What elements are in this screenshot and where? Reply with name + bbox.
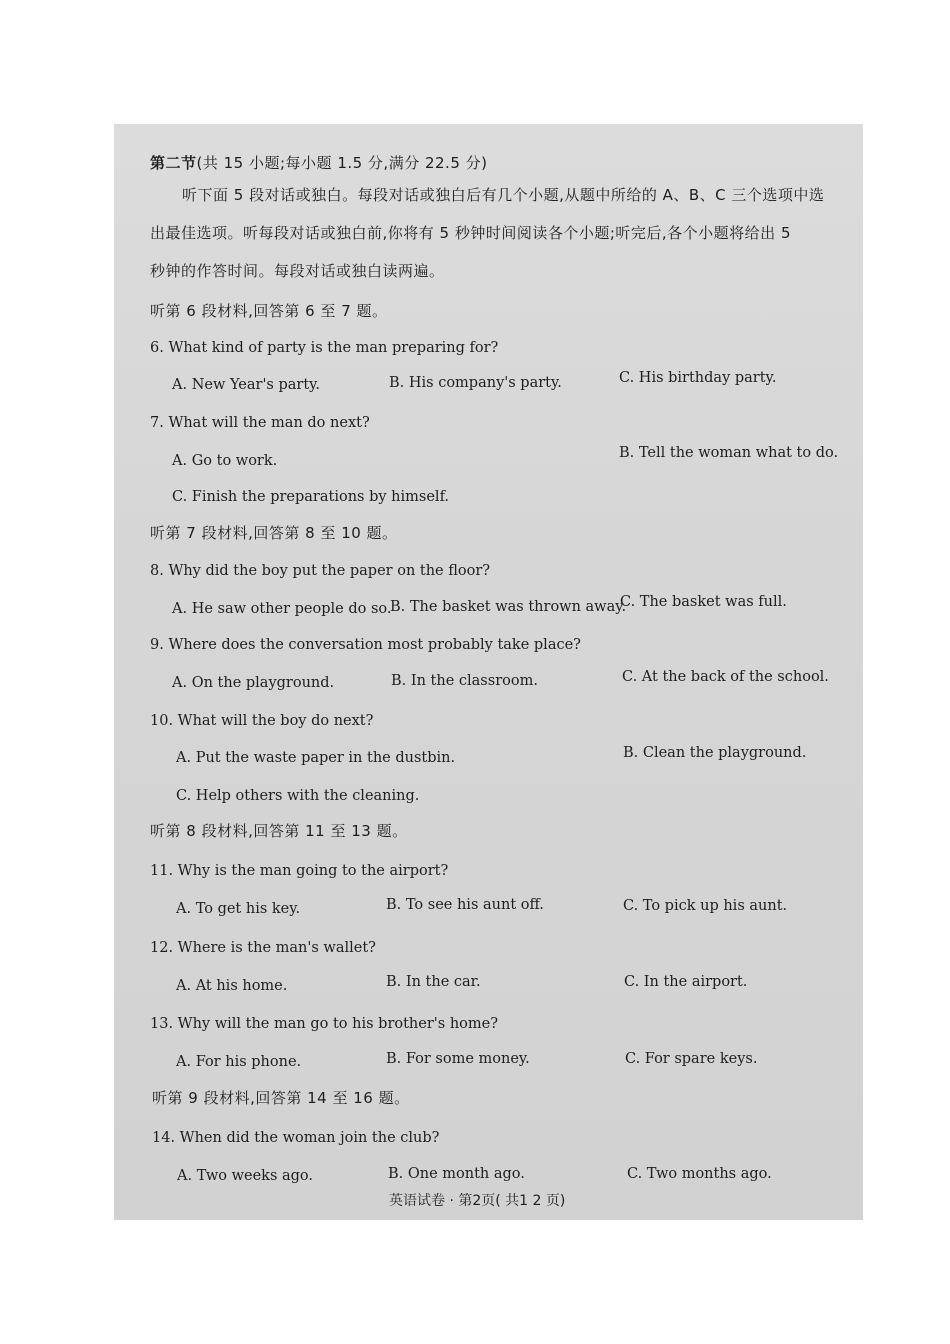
exam-page bbox=[114, 124, 863, 1220]
option-c: C. Two months ago. bbox=[627, 1166, 772, 1182]
question-text: 6. What kind of party is the man preparing for? bbox=[150, 340, 499, 356]
question-text: 12. Where is the man's wallet? bbox=[150, 940, 376, 956]
option-b: B. One month ago. bbox=[388, 1166, 525, 1182]
option-b: B. His company's party. bbox=[389, 375, 562, 391]
question-text: 8. Why did the boy put the paper on the floor? bbox=[150, 563, 491, 579]
question-text: 10. What will the boy do next? bbox=[150, 713, 374, 729]
option-b: B. In the classroom. bbox=[391, 673, 538, 689]
question-text: 14. When did the woman join the club? bbox=[152, 1130, 440, 1146]
page-footer: 英语试卷 · 第2页( 共1 2 页) bbox=[389, 1193, 566, 1209]
option-b: B. Tell the woman what to do. bbox=[619, 445, 839, 461]
material-heading: 听第 9 段材料,回答第 14 至 16 题。 bbox=[152, 1089, 410, 1107]
section-title: 第二节 bbox=[150, 154, 197, 172]
option-b: B. The basket was thrown away. bbox=[390, 599, 627, 615]
option-c: C. Help others with the cleaning. bbox=[176, 788, 420, 804]
option-b: B. In the car. bbox=[386, 974, 481, 990]
option-a: A. Two weeks ago. bbox=[177, 1168, 314, 1184]
material-heading: 听第 8 段材料,回答第 11 至 13 题。 bbox=[150, 822, 408, 840]
instruction-line: 听下面 5 段对话或独白。每段对话或独白后有几个小题,从题中所给的 A、B、C 三个选项中选 bbox=[182, 186, 825, 204]
option-a: A. Go to work. bbox=[172, 453, 278, 469]
section-title-note: (共 15 小题;每小题 1.5 分,满分 22.5 分) bbox=[196, 154, 488, 172]
option-a: A. On the playground. bbox=[172, 675, 335, 691]
section-header bbox=[150, 154, 488, 172]
option-c: C. Finish the preparations by himself. bbox=[172, 489, 450, 505]
instruction-line: 秒钟的作答时间。每段对话或独白读两遍。 bbox=[150, 262, 445, 280]
option-b: B. To see his aunt off. bbox=[386, 897, 544, 913]
question-text: 7. What will the man do next? bbox=[150, 415, 370, 431]
option-c: C. To pick up his aunt. bbox=[623, 898, 788, 914]
question-text: 11. Why is the man going to the airport? bbox=[150, 863, 449, 879]
option-b: B. Clean the playground. bbox=[623, 745, 807, 761]
option-a: A. At his home. bbox=[176, 978, 288, 994]
instruction-line: 出最佳选项。听每段对话或独白前,你将有 5 秒钟时间阅读各个小题;听完后,各个小题将给出 5 bbox=[150, 224, 791, 242]
material-heading: 听第 7 段材料,回答第 8 至 10 题。 bbox=[150, 524, 398, 542]
material-heading: 听第 6 段材料,回答第 6 至 7 题。 bbox=[150, 302, 388, 320]
option-b: B. For some money. bbox=[386, 1051, 530, 1067]
option-a: A. Put the waste paper in the dustbin. bbox=[176, 750, 456, 766]
option-c: C. For spare keys. bbox=[625, 1051, 758, 1067]
option-c: C. The basket was full. bbox=[620, 594, 787, 610]
option-c: C. In the airport. bbox=[624, 974, 748, 990]
option-a: A. He saw other people do so. bbox=[172, 601, 392, 617]
option-c: C. His birthday party. bbox=[619, 370, 777, 386]
option-a: A. For his phone. bbox=[176, 1054, 302, 1070]
question-text: 13. Why will the man go to his brother's home? bbox=[150, 1016, 498, 1032]
question-text: 9. Where does the conversation most probably take place? bbox=[150, 637, 581, 653]
option-a: A. To get his key. bbox=[176, 901, 301, 917]
option-a: A. New Year's party. bbox=[172, 377, 321, 393]
option-c: C. At the back of the school. bbox=[622, 669, 829, 685]
